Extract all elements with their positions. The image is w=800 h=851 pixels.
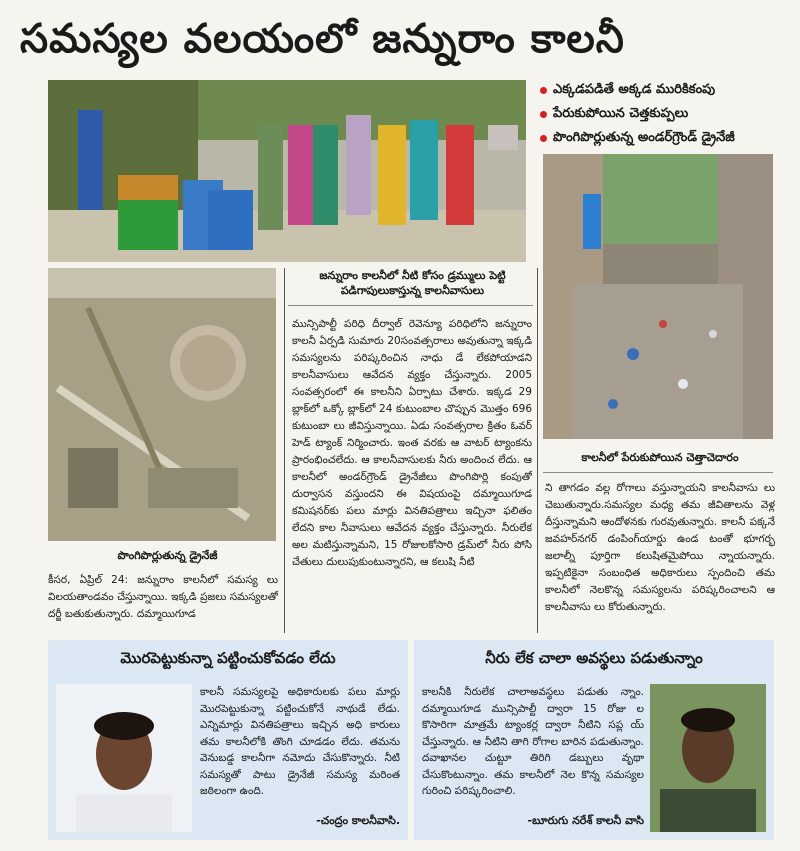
bullet-dot-icon (540, 111, 547, 118)
column-divider (537, 268, 538, 633)
panel-text: కాలనీకి నీరులేక చాలాఅవస్థలు పడుతు న్నాం. దమ్మాయిగూడ మున్సిపాల్టీ ద్వారా 15 రోజు ల కొసారిగా మాత్రమే ట్యాంకర్ల ద్వారా నీటిని సప్ల య్ చేస్తున్నారు. ఆ నీటిని తాగి రోగాల బారిన పడుతున్నాం. దవాఖానల చుట్టూ తిరిగి డబ్బులు వృథా చేసుకొంటున్నాం. తమ కాలనీలో నెల కొన్న సమస్యల గురించి పరిష్కరించాలి. (422, 686, 644, 797)
quote-panel-right (414, 640, 774, 840)
article-right-column: ని తాగడం వల్ల రోగాలు వస్తున్నాయని కాలనీవాసు లు చెబుతున్నారు.సమస్యల మధ్య తమ జీవితాలను వెళ్ల దీస్తున్నామని ఆందోళనకు గురవుతున్నారు. కాలనీ పక్కనే జవహర్‌నగర్ డంపింగ్‌యార్డు ఉండ టంతో భూగర్భ జలాల్నీ పూర్తిగా కలుషితమైపోయి న్నాయన్నారు. ఇప్పటికైనా సంబంధిత అధికారులు స్పందించి తమ కాలనీలో నెలకొన్న సమస్యలను పరిష్కరించాలని ఆ కాలనీవాసు లు కోరుతున్నారు. (545, 482, 775, 613)
photo-women-with-drums (48, 80, 526, 262)
photo-chandram (56, 684, 192, 832)
panel-text: కాలనీ సమస్యలపై అధికారులకు పలు మార్లు మొరపెట్టుకున్నా పట్టించుకోనే నాథుడే లేడు. ఎన్నిమార్లు వినతిపత్రాలు ఇచ్చిన అధి కారులు తమ కాలనీలోకి తొంగి చూడడం లేదు. తమను వెనుబడ్డ కాలనీగా నమోదు చేసుకొన్నారు. నీటి సమస్యతో పాటు డ్రైనేజీ సమస్య మరింత జఠిలంగా ఉంది. (200, 686, 400, 797)
quote-panel-left (48, 640, 408, 840)
caption-drainage: పొంగిపొర్లుతున్న డ్రైనేజీ (117, 549, 218, 562)
bullet-list (540, 78, 790, 150)
photo-naresh (650, 684, 766, 832)
caption-women: జన్నురాం కాలనీలో నీటి కోసం డ్రమ్ములు పెట్టి పడిగాపులుకాస్తున్న కాలనీవాసులు (319, 269, 506, 297)
bullet-dot-icon (540, 135, 547, 142)
signature: -బూరుగు నరేశ్ కాలనీ వాసి (527, 814, 644, 827)
caption-garbage: కాలనీలో పేరుకుపోయిన చెత్తాచెదారం (581, 451, 739, 464)
bullet-item: పొంగిపొర్లుతున్న అండర్‌గ్రౌండ్ డ్రైనేజీ (540, 126, 790, 150)
panel-title: మొరపెట్టుకున్నా పట్టించుకోవడం లేదు (120, 649, 336, 667)
bullet-item: పేరుకుపోయిన చెత్తకుప్పలు (540, 102, 790, 126)
headline: సమస్యల వలయంలో జన్నురాం కాలనీ (20, 16, 625, 62)
article-center-column: మున్సిపాల్టీ పరిధి దీర్వాల్ రెవెన్యూ పరిధిలోని జన్నురాం కాలనీ ఏర్పడి సుమారు 20సంవత్సరాలు అవుతున్నా ఇక్కడి సమస్యలను పరిష్కరించిన నాధు డే లేకపోయాడని కాలనీవాసులు ఆవేదన వ్యక్తం చేస్తున్నారు. 2005 సంవత్సరంలో ఈ కాలనీని ఏర్పాటు చేశారు. ఇక్కడ 29 బ్లాక్‌లో ఒక్కో బ్లాక్‌లో 24 కుటుంబాల చొప్పున మొత్తం 696 కుటుంబా లు జీవిస్తున్నాయి. ఏడు సంవత్సరాల క్రితం ఓవర్ హెడ్ ట్యాంక్ నిర్మించారు. ఇంత వరకు ఆ వాటర్ ట్యాంకను ప్రారంభించలేదు. ఆ కాలనీవాసులకు నీరు అందించ లేదు. ఆ కాలనీలో అండర్‌గ్రౌండ్ డ్రైనేజీలు పొంగిపొర్లి కంపుతో దుర్వాసన వస్తుందని ఈ విషయంపై దమ్మాయిగూడ కమిషనర్‌కు పలు మార్లు వినతిపత్రాలు ఇచ్చినా ఫలితం లేదని కాల నీవాసులు ఆవేదన వ్యక్తం చేస్తున్నారు. నీరులేక అల మటిస్తున్నామని, 15 రోజులకోసారి డ్రమ్‌లో నీరు పోసి చేతులు దులుపుకుంటున్నారని, ఆ కలుషి నీటి (292, 318, 532, 568)
divider (288, 305, 533, 306)
signature: -చంద్రం కాలనీవాసి. (316, 814, 400, 827)
panel-title: నీరు లేక చాలా అవస్థలు పడుతున్నాం (485, 649, 703, 667)
article-dateline: కీసర, ఏప్రిల్ 24: జన్నురాం కాలనీలో సమస్య లు విలయతాండవం చేస్తున్నాయి. ఇక్కడి ప్రజలు సమస్యలతో దర్జీ బతుకుతున్నారు. దమ్మాయిగూడ (48, 574, 278, 620)
divider (543, 472, 773, 473)
photo-garbage-lane (543, 154, 773, 439)
bullet-item: ఎక్కడపడితే అక్కడ మురికికంపు (540, 78, 790, 102)
bullet-dot-icon (540, 87, 547, 94)
photo-drainage (48, 268, 276, 541)
column-divider (284, 268, 285, 633)
